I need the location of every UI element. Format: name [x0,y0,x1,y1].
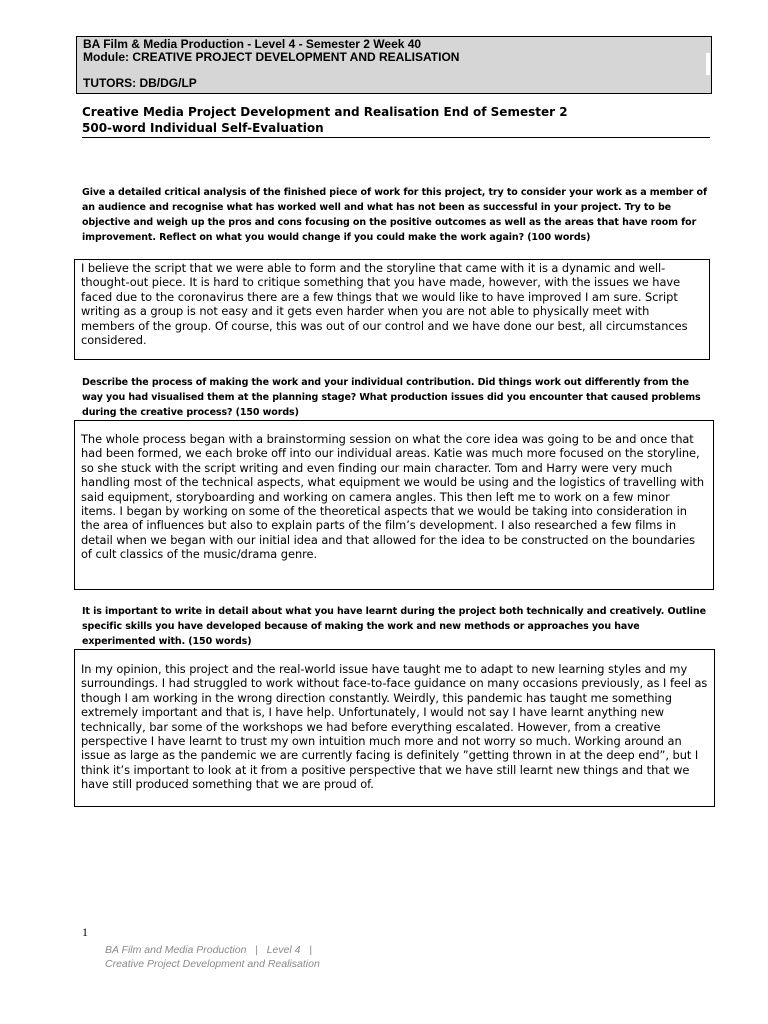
answer-1-box: I believe the script that we were able to form and the storyline that came with it is a dynamic and well-thought-out piece. It is hard to critique something that you have made, however, with the issues we have faced due to the coronavirus there are a few things that we would like to have improved I am sure. Script writing as a group is not easy and it gets even harder when you are not able to physically meet with members of the group. Of course, this was out of our control and we have done our best, all circumstances considered. [74,259,710,360]
header-module-line: Module: CREATIVE PROJECT DEVELOPMENT AND REALISATION [83,50,460,64]
document-title [82,104,710,138]
answer-2-box: The whole process began with a brainstorming session on what the core idea was going to be and once that had been formed, we each broke off into our individual areas. Katie was much more focused on the storyline, so she stuck with the script writing and even finding our main character. Tom and Harry were very much handling most of the technical aspects, what equipment we would be using and the logistics of travelling with said equipment, storyboarding and working on camera angles. This then left me to work on a few minor items. I began by working on some of the theoretical aspects that we would be taking into consideration in the area of influences but also to explain parts of the film’s development. I also researched a few films in detail when we began with our initial idea and that allowed for the idea to be constructed on the boundaries of cult classics of the music/drama genre. [74,420,714,590]
page-footer [105,943,320,971]
document-header [76,36,712,94]
footer-line-1: BA Film and Media Production | Level 4 | [105,944,312,956]
header-notch [706,53,710,75]
title-line-1: Creative Media Project Development and Realisation End of Semester 2 [82,105,568,119]
question-2-prompt: Describe the process of making the work and your individual contribution. Did things work out differently from the way you had visualised them at the planning stage? What production issues did you encounter that caused problems during the creative process? (150 words) [82,377,701,418]
question-1-prompt: Give a detailed critical analysis of the finished piece of work for this project, try to consider your work as a member of an audience and recognise what has worked well and what has not been as successful in your project. Try to be objective and weigh up the pros and cons focusing on the positive outcomes as well as the areas that have room for improvement. Reflect on what you would change if you could make the work again? (100 words) [82,187,707,243]
page-number: 1 [82,925,88,939]
header-course-line: BA Film & Media Production - Level 4 - Semester 2 Week 40 [83,37,422,51]
footer-line-2: Creative Project Development and Realisation [105,958,320,970]
question-3-prompt: It is important to write in detail about what you have learnt during the project both technically and creatively. Outline specific skills you have developed because of making the work and new methods or approaches you have experimented with. (150 words) [82,606,706,647]
title-line-2: 500-word Individual Self-Evaluation [82,121,324,135]
answer-3-box: In my opinion, this project and the real-world issue have taught me to adapt to new learning styles and my surroundings. I had struggled to work without face-to-face guidance on many occasions previously, as I feel as though I am working in the wrong direction constantly. Weirdly, this pandemic has taught me something extremely important and that is, I have help. Unfortunately, I would not say I have learnt anything new technically, bar some of the workshops we had before everything escalated. However, from a creative perspective I have learnt to trust my own intuition much more and not worry so much. Working around an issue as large as the pandemic we are currently facing is definitely ”getting thrown in at the deep end”, but I think it’s important to look at it from a positive perspective that we have still learnt new things and that we have still produced something that we are proud of. [74,649,715,807]
header-tutors-line: TUTORS: DB/DG/LP [83,76,197,90]
